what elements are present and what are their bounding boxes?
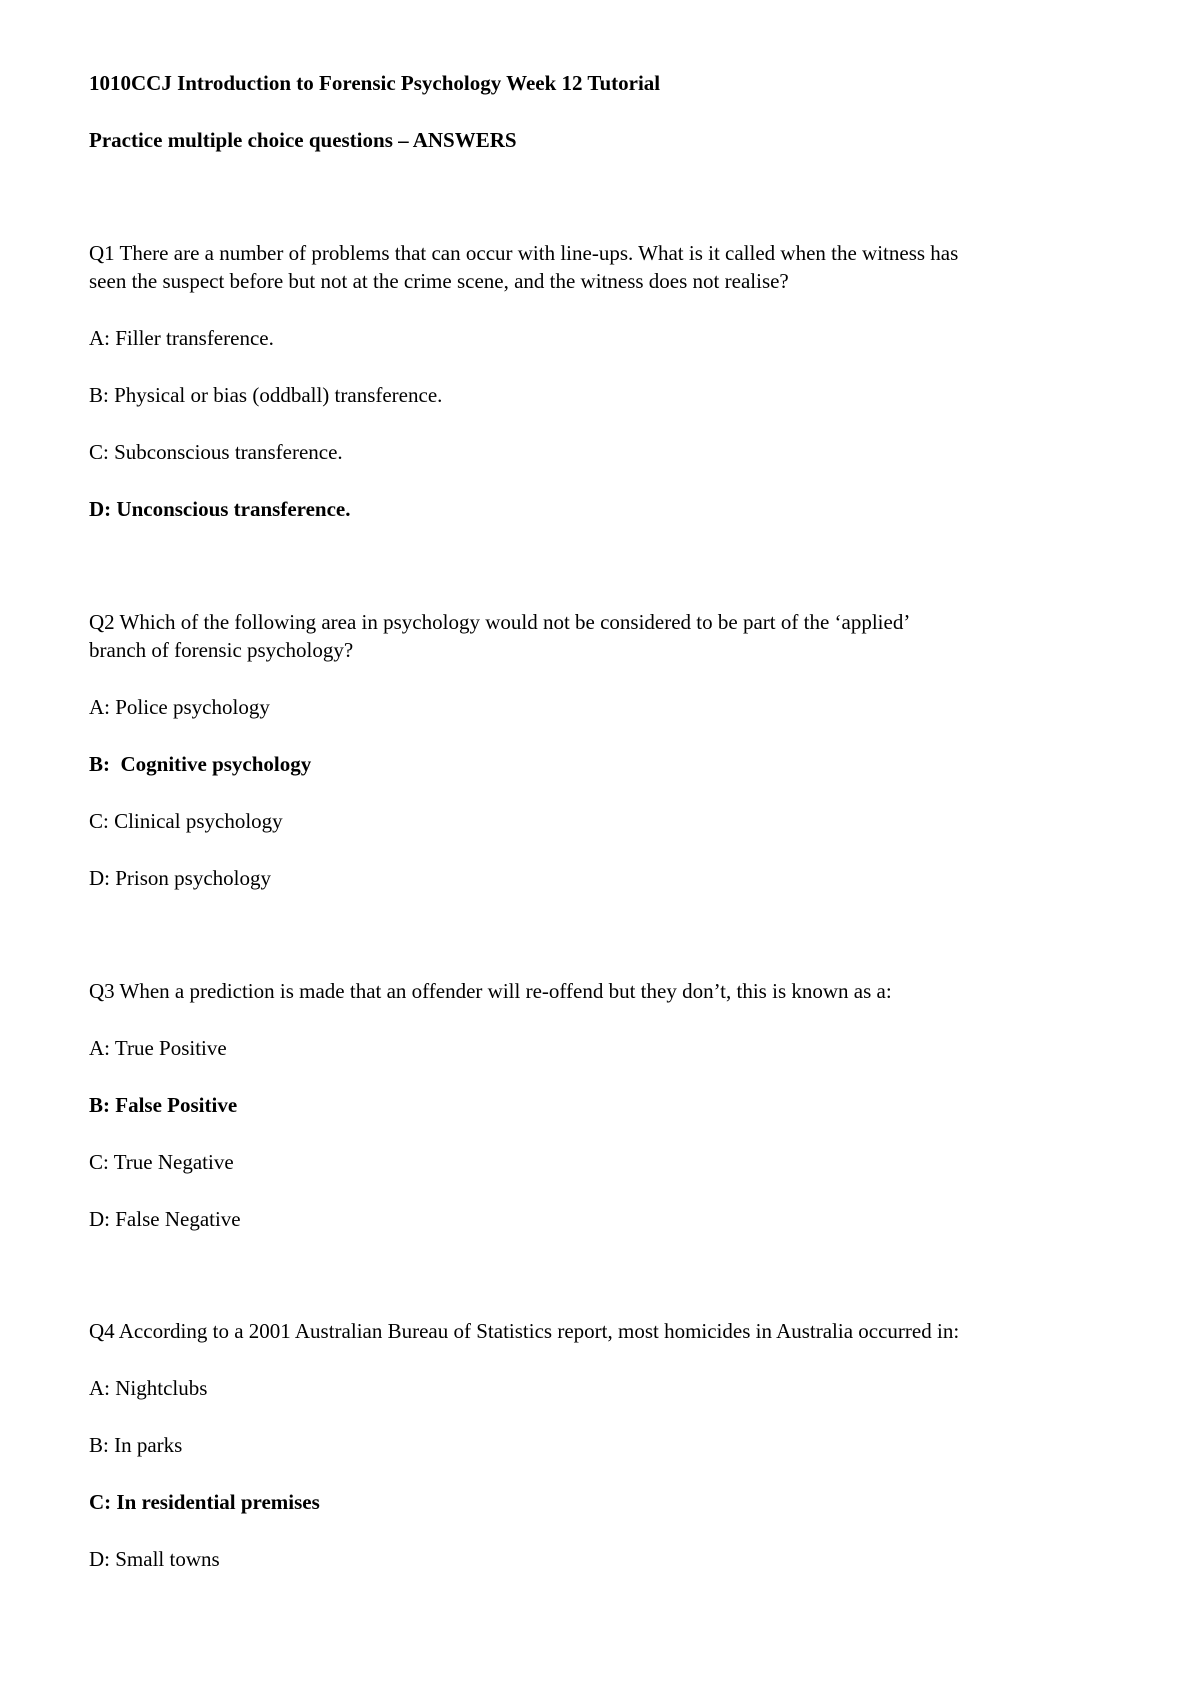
question-text-line: Q4 According to a 2001 Australian Bureau of Statistics report, most homicides in Australia occurred in: (89, 1319, 960, 1343)
answer-option: D: Small towns (89, 1547, 220, 1571)
question-text-line: Q3 When a prediction is made that an offender will re-offend but they don’t, this is known as a: (89, 979, 892, 1003)
question-text-line: seen the suspect before but not at the crime scene, and the witness does not realise? (89, 269, 789, 293)
correct-answer-option: B: False Positive (89, 1093, 238, 1117)
question-text-line: Q1 There are a number of problems that can occur with line-ups. What is it called when the witness has (89, 241, 959, 265)
question-text-line: Q2 Which of the following area in psychology would not be considered to be part of the ‘applied’ (89, 610, 911, 634)
answer-option: A: Nightclubs (89, 1376, 208, 1400)
answer-option: A: Filler transference. (89, 326, 274, 350)
correct-answer-option: B: Cognitive psychology (89, 752, 312, 776)
answer-option: C: Subconscious transference. (89, 440, 343, 464)
answer-option: B: Physical or bias (oddball) transference. (89, 383, 443, 407)
question-text-line: branch of forensic psychology? (89, 638, 354, 662)
document-title: 1010CCJ Introduction to Forensic Psychology Week 12 Tutorial (89, 71, 661, 95)
answer-option: C: Clinical psychology (89, 809, 283, 833)
document-subtitle: Practice multiple choice questions – ANSWERS (89, 128, 517, 152)
answer-option: D: Prison psychology (89, 866, 272, 890)
answer-option: D: False Negative (89, 1207, 241, 1231)
correct-answer-option: D: Unconscious transference. (89, 497, 351, 521)
answer-option: B: In parks (89, 1433, 183, 1457)
correct-answer-option: C: In residential premises (89, 1490, 320, 1514)
answer-option: A: True Positive (89, 1036, 227, 1060)
answer-option: C: True Negative (89, 1150, 234, 1174)
answer-option: A: Police psychology (89, 695, 270, 719)
